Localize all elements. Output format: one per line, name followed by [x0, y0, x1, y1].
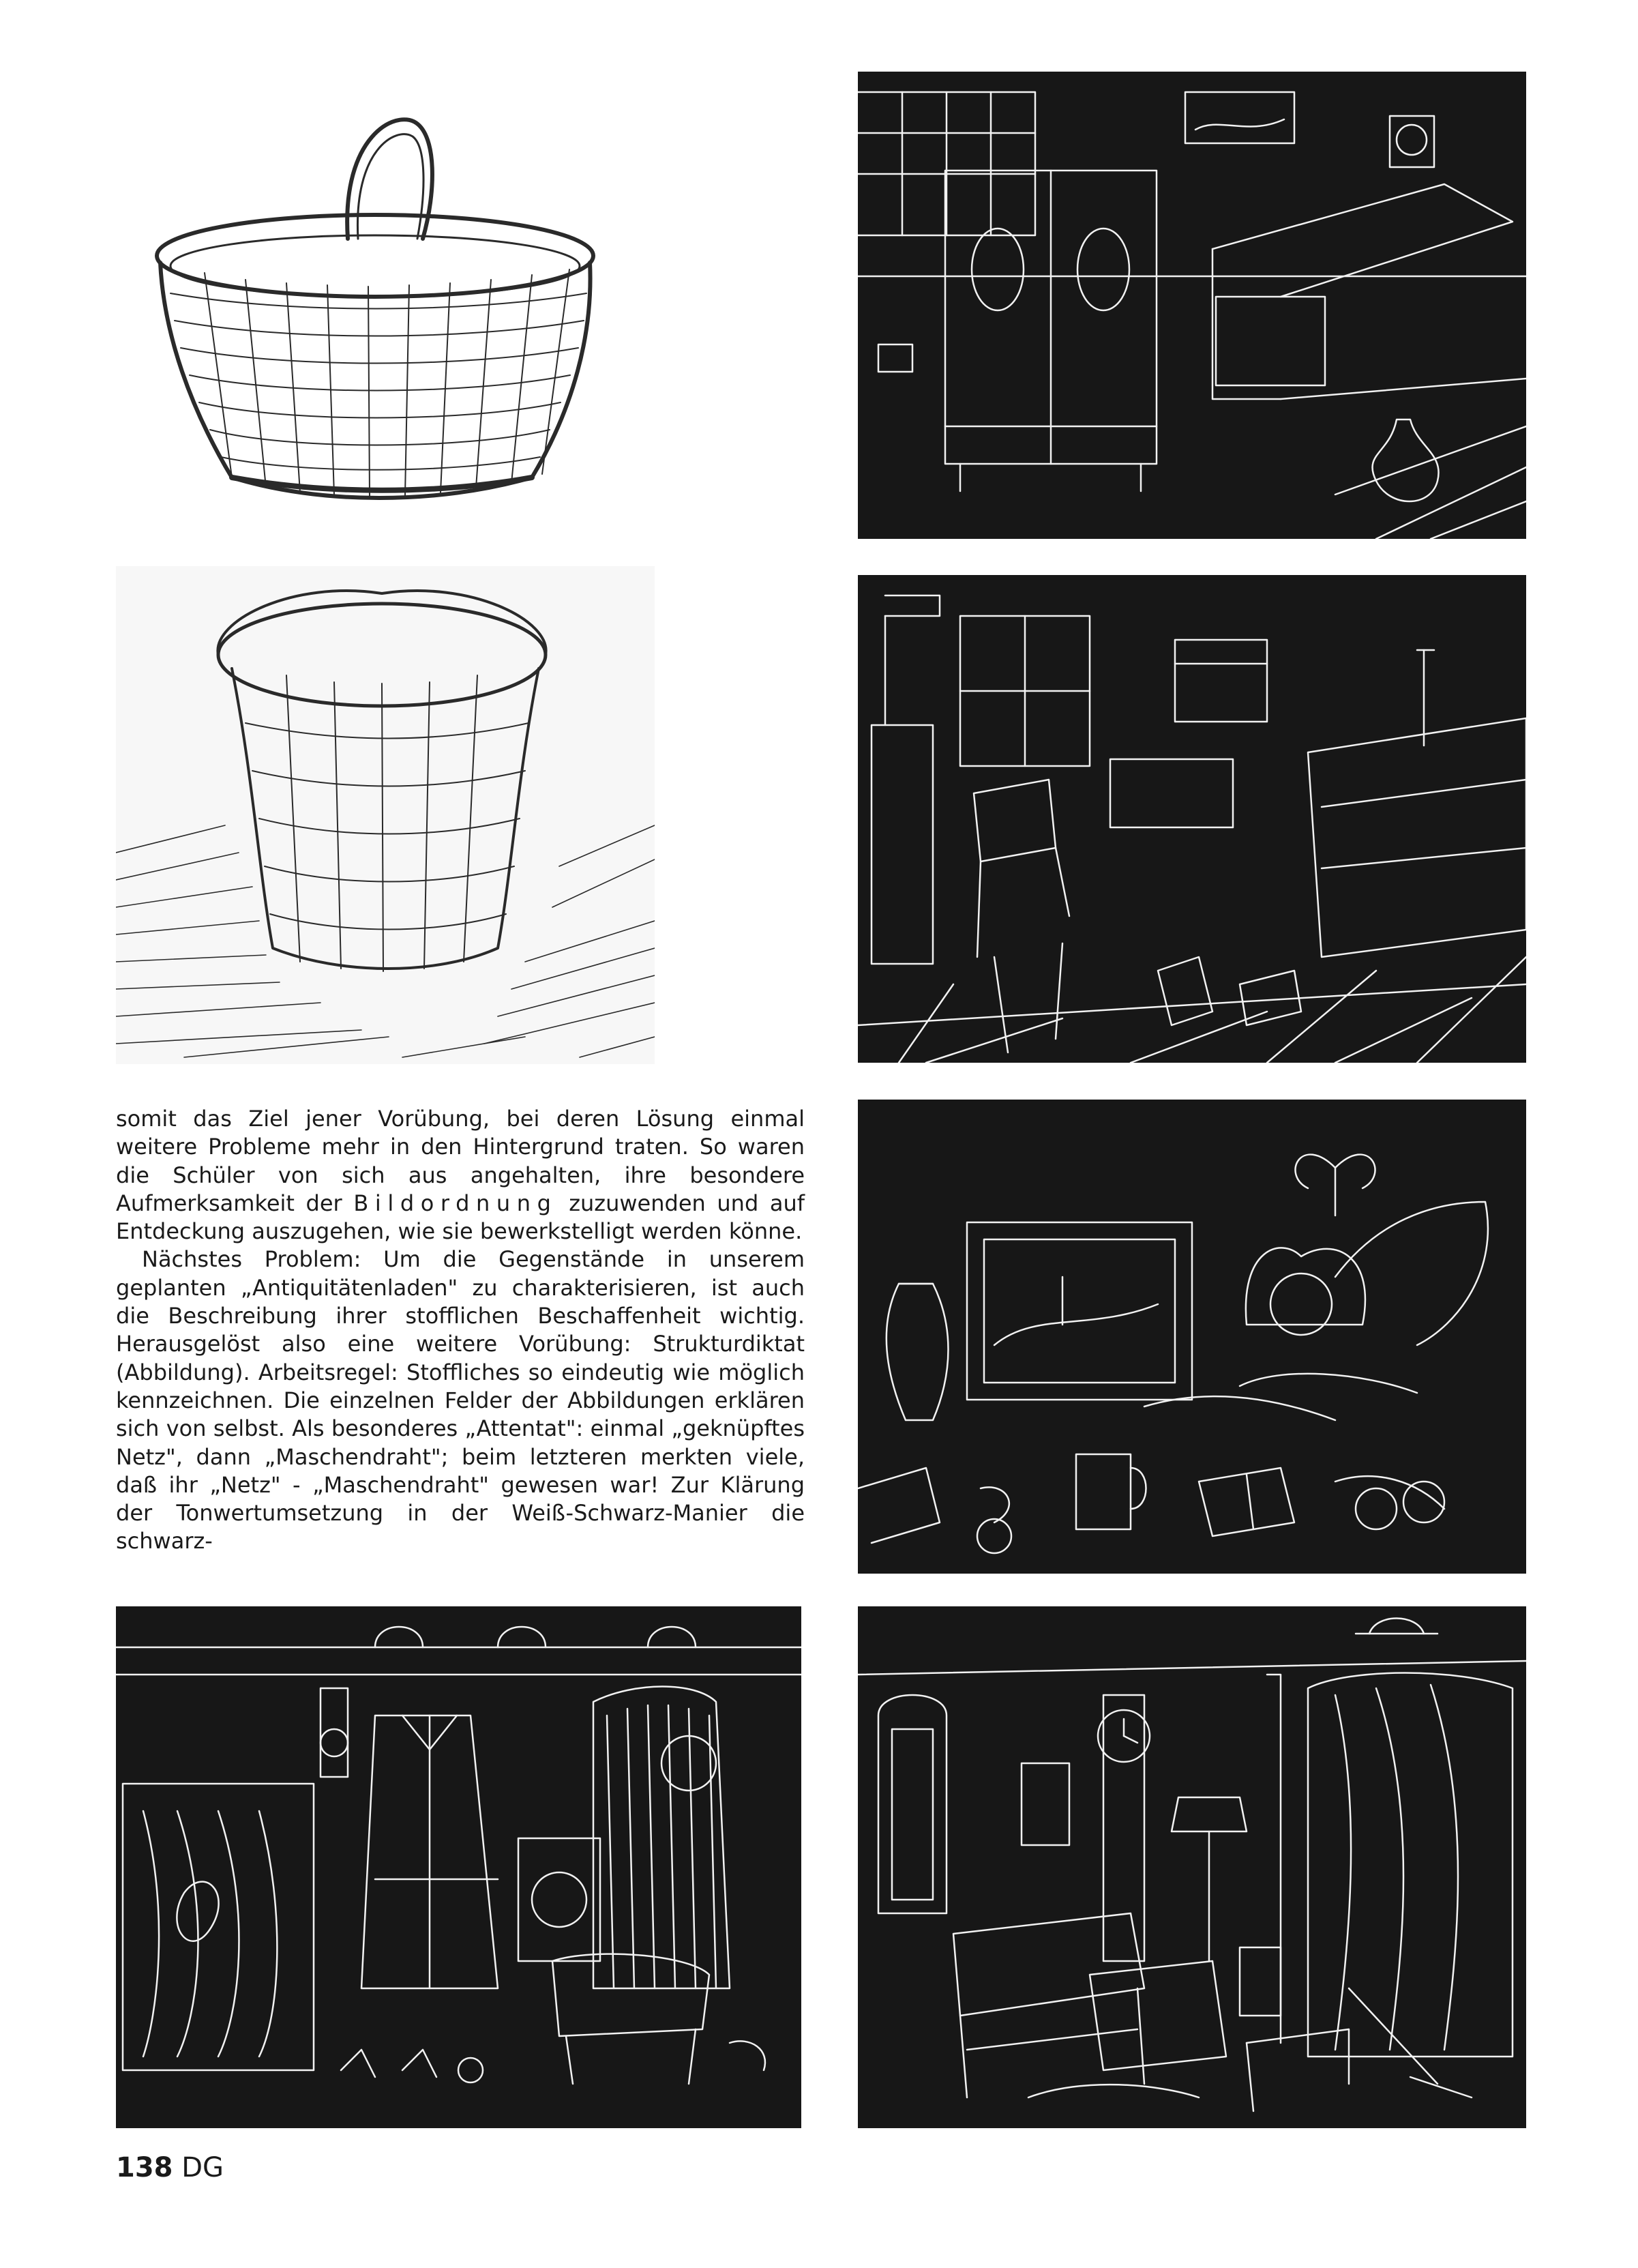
article-paragraph-1	[116, 1105, 805, 1246]
furniture-room-drawing-svg	[858, 1606, 1526, 2128]
paragraph-1-text-after: zuzuwenden und auf Entdeckung auszugehen, wie sie bewerkstelligt werden könne.	[116, 1190, 805, 1245]
still-life-scene-drawing	[858, 1100, 1526, 1574]
wardrobe-room-scene-drawing	[116, 1606, 801, 2128]
bedroom-scene-drawing	[858, 72, 1526, 539]
storage-room-scene-drawing	[858, 575, 1526, 1063]
emphasized-term: Bildordnung	[353, 1190, 558, 1216]
paragraph-1-text-before: somit das Ziel jener Vorübung, bei deren Lösung einmal weitere Probleme mehr in den Hintergrund traten. So waren die Schüler von sich aus angehalten, ihre besondere Aufmerksamkeit der	[116, 1106, 805, 1216]
article-body	[116, 1105, 805, 1556]
article-paragraph-2: Nächstes Problem: Um die Gegenstände in unserem geplanten „Antiquitätenladen" zu charakterisieren, ist auch die Beschreibung ihrer stofflichen Beschaffenheit wichtig. Herausgelöst also eine weitere Vorübung: Strukturdiktat (Abbildung). Arbeitsregel: Stoffliches so eindeutig wie möglich kennzeichnen. Die einzelnen Felder der Abbildungen erklären sich von selbst. Als besonderes „Attentat": einmal „geknüpftes Netz", dann „Maschendraht"; beim letzteren merkten viele, daß ihr „Netz" - „Maschendraht" gewesen war! Zur Klärung der Tonwertumsetzung in der Weiß-Schwarz-Manier die schwarz-	[116, 1246, 805, 1555]
basket-drawing-svg	[150, 109, 614, 512]
page-footer	[116, 2152, 224, 2183]
journal-abbreviation: DG	[181, 2152, 224, 2183]
bedroom-drawing-svg	[858, 72, 1526, 539]
basket-etching-svg	[116, 566, 655, 1064]
furniture-room-scene-drawing	[858, 1606, 1526, 2128]
still-life-drawing-svg	[858, 1100, 1526, 1574]
wardrobe-room-drawing-svg	[116, 1606, 801, 2128]
storage-room-drawing-svg	[858, 575, 1526, 1063]
basket-etching	[116, 566, 655, 1064]
basket-line-drawing	[150, 109, 614, 512]
page-number: 138	[116, 2152, 173, 2183]
